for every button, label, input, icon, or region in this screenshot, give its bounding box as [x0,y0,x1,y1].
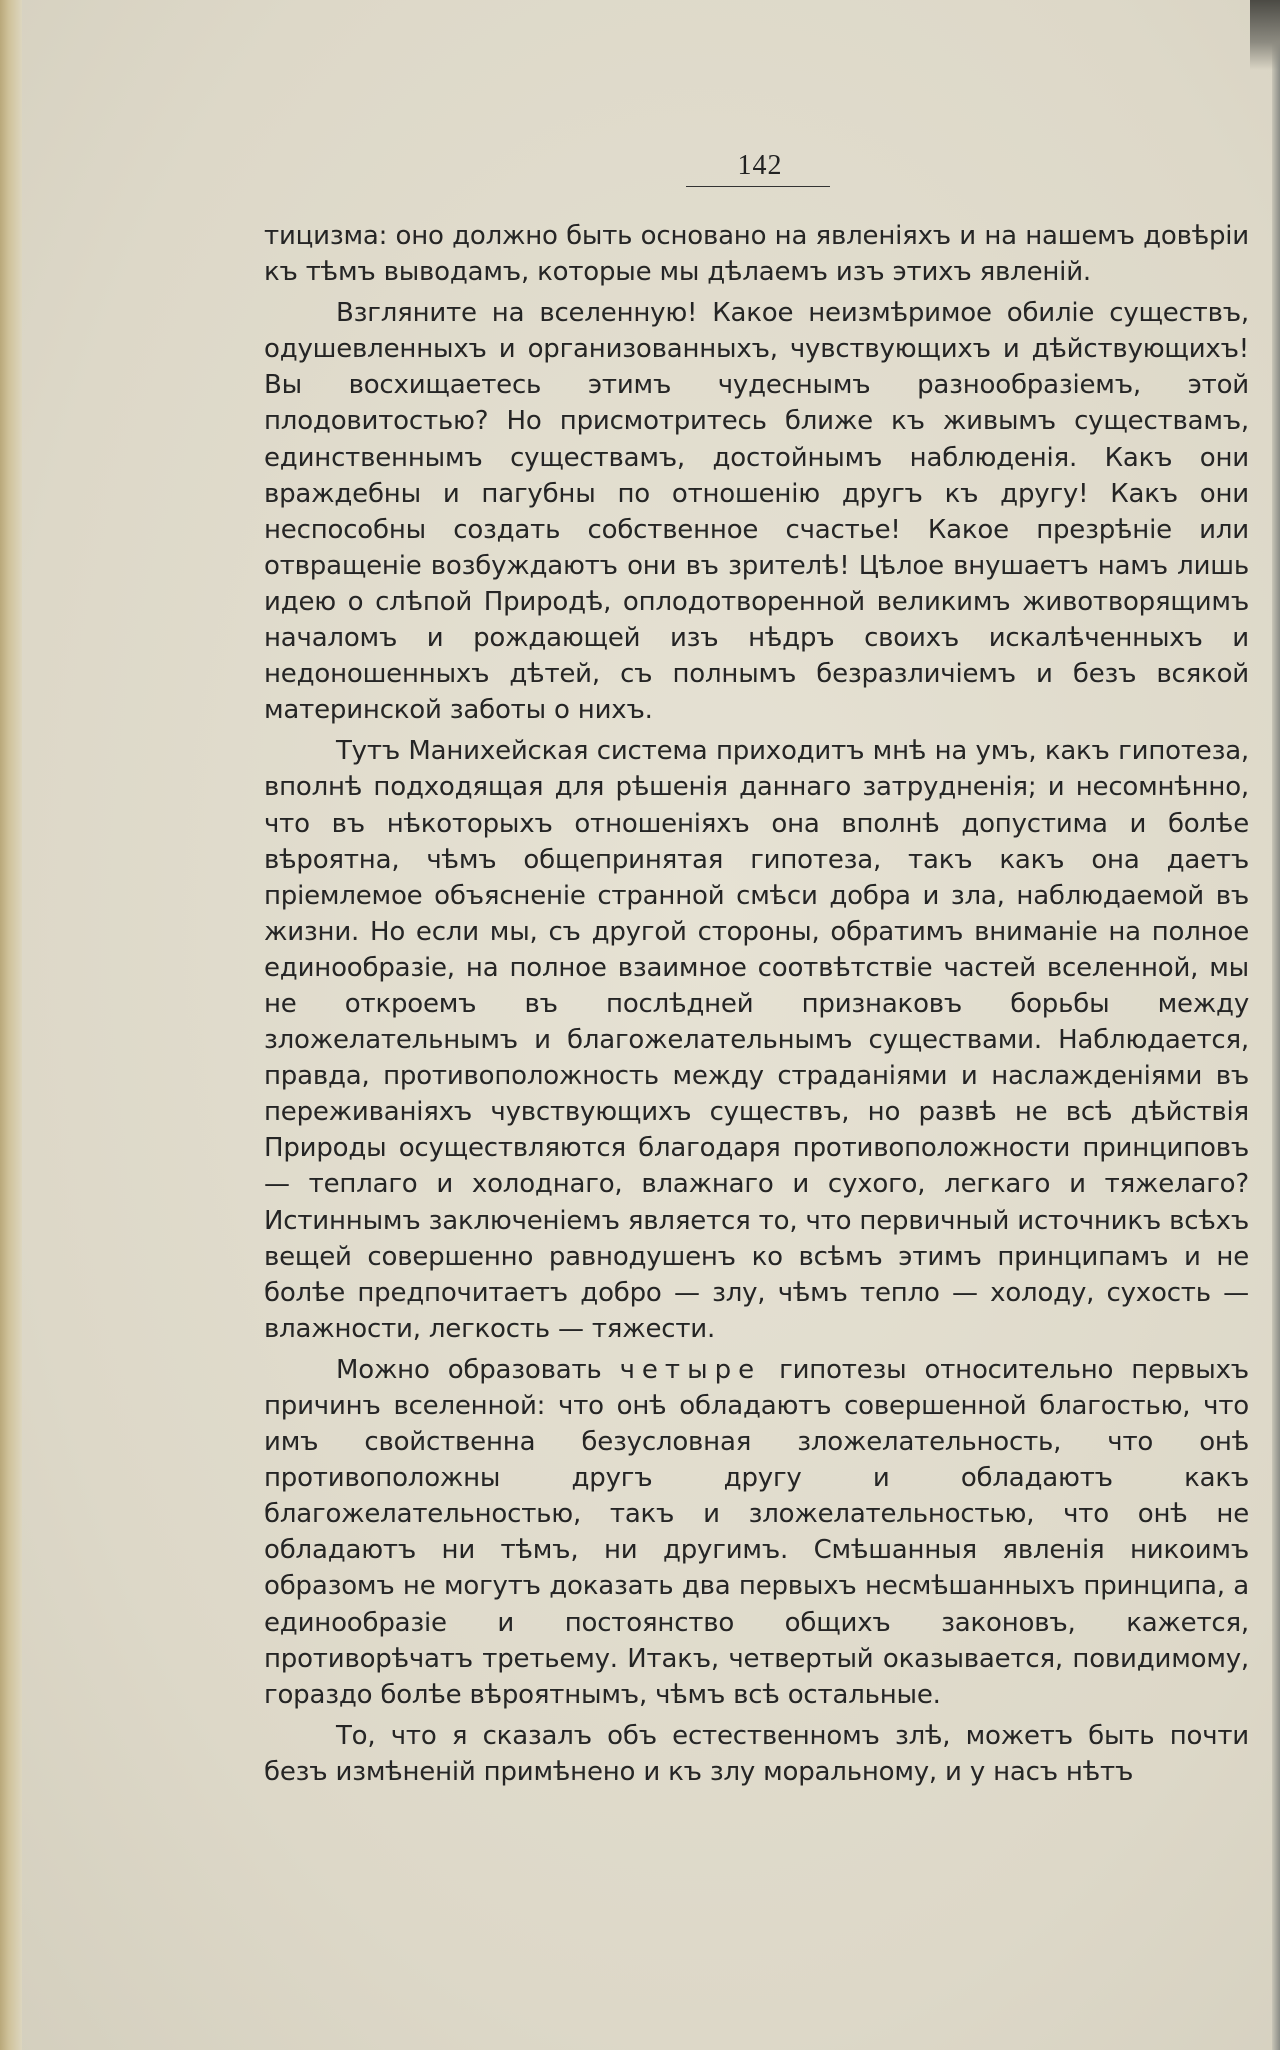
page-right-edge [1272,0,1280,2050]
page-number-rule [686,186,830,187]
paragraph-2: Взгляните на вселенную! Какое неизмѣримое обиліе существъ, одушевленныхъ и организованныхъ, чувствующихъ и дѣйствующихъ! Вы восхищаетесь этимъ чудеснымъ разнообразіемъ, этой плодовитостью? Но присмотритесь ближе къ живымъ существамъ, единственнымъ существамъ, достойнымъ наблюденія. Какъ они враждебны и пагубны по отношенію другъ къ другу! Какъ они неспособны создать собственное счастье! Какое презрѣніе или отвращеніе возбуждаютъ они въ зрителѣ! Цѣлое внушаетъ намъ лишь идею о слѣпой Природѣ, оплодотворенной великимъ животворящимъ началомъ и рождающей изъ нѣдръ своихъ искалѣченныхъ и недоношенныхъ дѣтей, съ полнымъ безразличіемъ и безъ всякой материнской заботы о нихъ. [264,298,1249,726]
paragraph-1: тицизма: оно должно быть основано на явленіяхъ и на нашемъ довѣріи къ тѣмъ выводамъ, которые мы дѣлаемъ изъ этихъ явленій. [264,221,1249,288]
paragraph-3: Тутъ Манихейская система приходитъ мнѣ на умъ, какъ гипотеза, вполнѣ подходящая для рѣшенія даннаго затрудненія; и несомнѣнно, что въ нѣкоторыхъ отношеніяхъ она вполнѣ допустима и болѣе вѣроятна, чѣмъ общепринятая гипотеза, такъ какъ она даетъ пріемлемое объясненіе странной смѣси добра и зла, наблюдаемой въ жизни. Но если мы, съ другой стороны, обратимъ вниманіе на полное единообразіе, на полное взаимное соотвѣтствіе частей вселенной, мы не откроемъ въ послѣдней признаковъ борьбы между зложелательнымъ и благожелательнымъ существами. Наблюдается, правда, противоположность между страданіями и наслажденіями въ переживаніяхъ чувствующихъ существъ, но развѣ не всѣ дѣйствія Природы осуществляются благодаря противоположности принциповъ — теплаго и холоднаго, влажнаго и сухого, легкаго и тяжелаго? Истиннымъ заключеніемъ является то, что первичный источникъ всѣхъ вещей совершенно равнодушенъ ко всѣмъ этимъ принципамъ и не болѣе предпочитаетъ добро — злу, чѣмъ тепло — холоду, сухость — влажности, легкость — тяжести. [264,736,1249,1344]
paragraph-5: То, что я сказалъ объ естественномъ злѣ, можетъ быть почти безъ измѣненій примѣнено и къ злу моральному, и у насъ нѣтъ [264,1720,1249,1787]
body-text [264,218,1249,1795]
paragraph-4-start: Можно образовать [336,1354,620,1385]
paragraph-4 [264,1352,1249,1713]
paragraph-4-rest: гипотезы относительно первыхъ причинъ вселенной: что онѣ обладаютъ совершенной благостью, что имъ свойственна безусловная злoжелательность, что онѣ противоположны другъ другу и обладаютъ какъ благожелательностью, такъ и злoжелательностью, что онѣ не обладаютъ ни тѣмъ, ни другимъ. Смѣшанныя явленія никоимъ образомъ не могутъ доказать два первыхъ несмѣшанныхъ принципа, а единообразіе и постоянство общихъ законовъ, кажется, противорѣчатъ третьему. Итакъ, четвертый оказывается, повидимому, гораздо болѣе вѣроятнымъ, чѣмъ всѣ остальные. [264,1354,1249,1710]
scan-corner-shadow [1250,0,1280,70]
page-number: 142 [737,150,783,181]
spaced-emphasis-word: четыре [619,1354,762,1385]
binding-edge [0,0,22,2050]
